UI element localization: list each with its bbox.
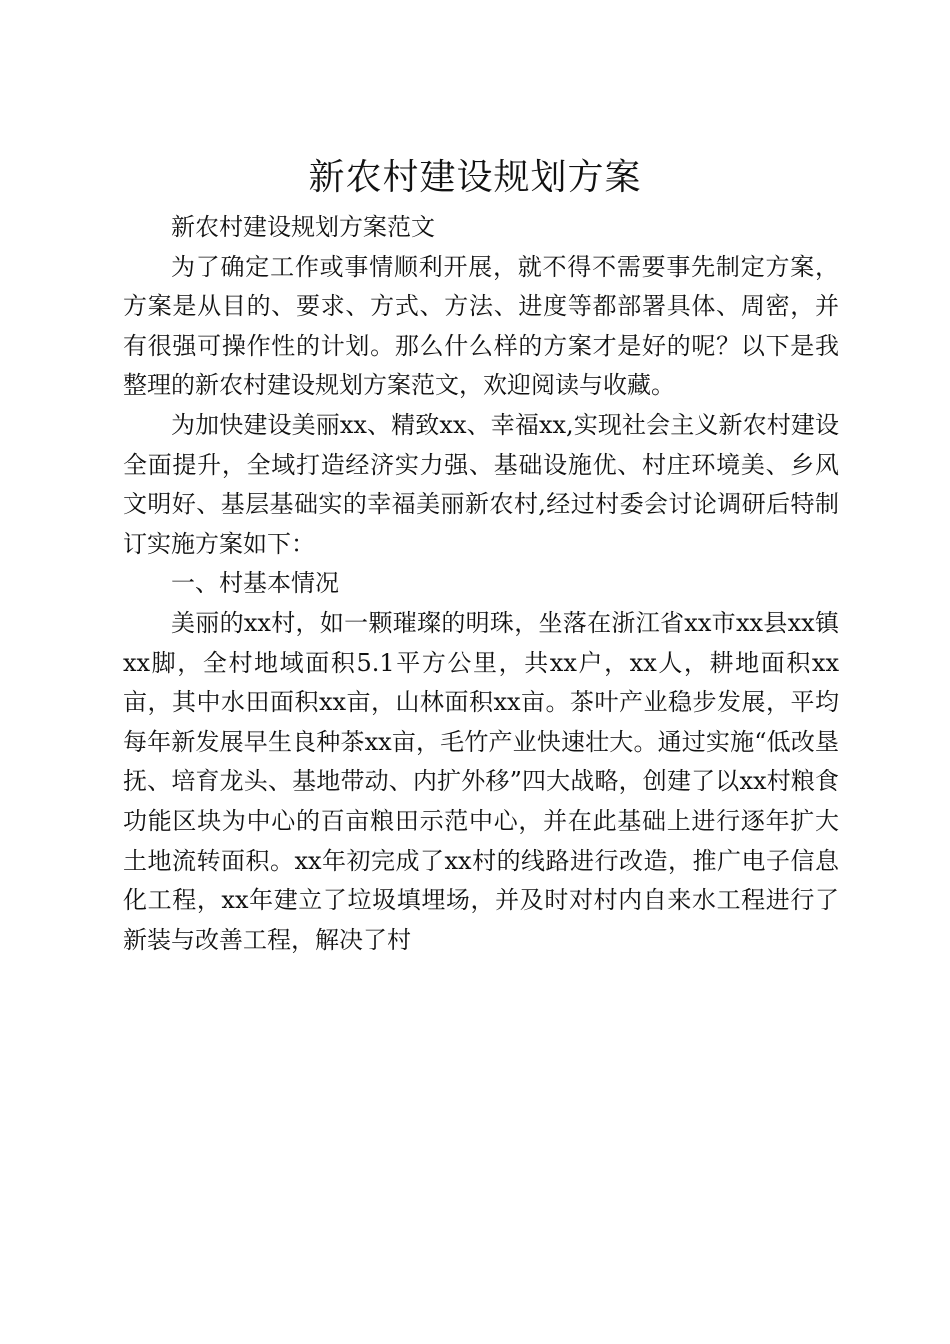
intro-paragraph: 为了确定工作或事情顺利开展，就不得不需要事先制定方案，方案是从目的、要求、方式、方法、进度等都部署具体、周密，并有很强可操作性的计划。那么什么样的方案才是好的呢？以下是我整理的新农村建设规划方案范文，欢迎阅读与收藏。 bbox=[123, 252, 839, 400]
subtitle-paragraph: 新农村建设规划方案范文 bbox=[171, 213, 435, 241]
document-body bbox=[123, 208, 839, 960]
village-info-paragraph: 美丽的xx村，如一颗璀璨的明珠，坐落在浙江省xx市xx县xx镇xx脚，全村地域面积5.1平方公里，共xx户，xx人，耕地面积xx亩，其中水田面积xx亩，山林面积xx亩。茶叶产业稳步发展，平均每年新发展早生良种茶xx亩，毛竹产业快速壮大。通过实施“低改垦抚、培育龙头、基地带动、内扩外移”四大战略，创建了以xx村粮食功能区块为中心的百亩粮田示范中心，并在此基础上进行逐年扩大土地流转面积。xx年初完成了xx村的线路进行改造，推广电子信息化工程，xx年建立了垃圾填埋场，并及时对村内自来水工程进行了新装与改善工程，解决了村 bbox=[123, 608, 839, 954]
section-heading: 一、村基本情况 bbox=[171, 569, 339, 598]
purpose-paragraph: 为加快建设美丽xx、精致xx、幸福xx,实现社会主义新农村建设全面提升，全域打造经济实力强、基础设施优、村庄环境美、乡风文明好、基层基础实的幸福美丽新农村,经过村委会讨论调研后特制订实施方案如下： bbox=[123, 410, 839, 558]
document-title: 新农村建设规划方案 bbox=[308, 157, 642, 198]
